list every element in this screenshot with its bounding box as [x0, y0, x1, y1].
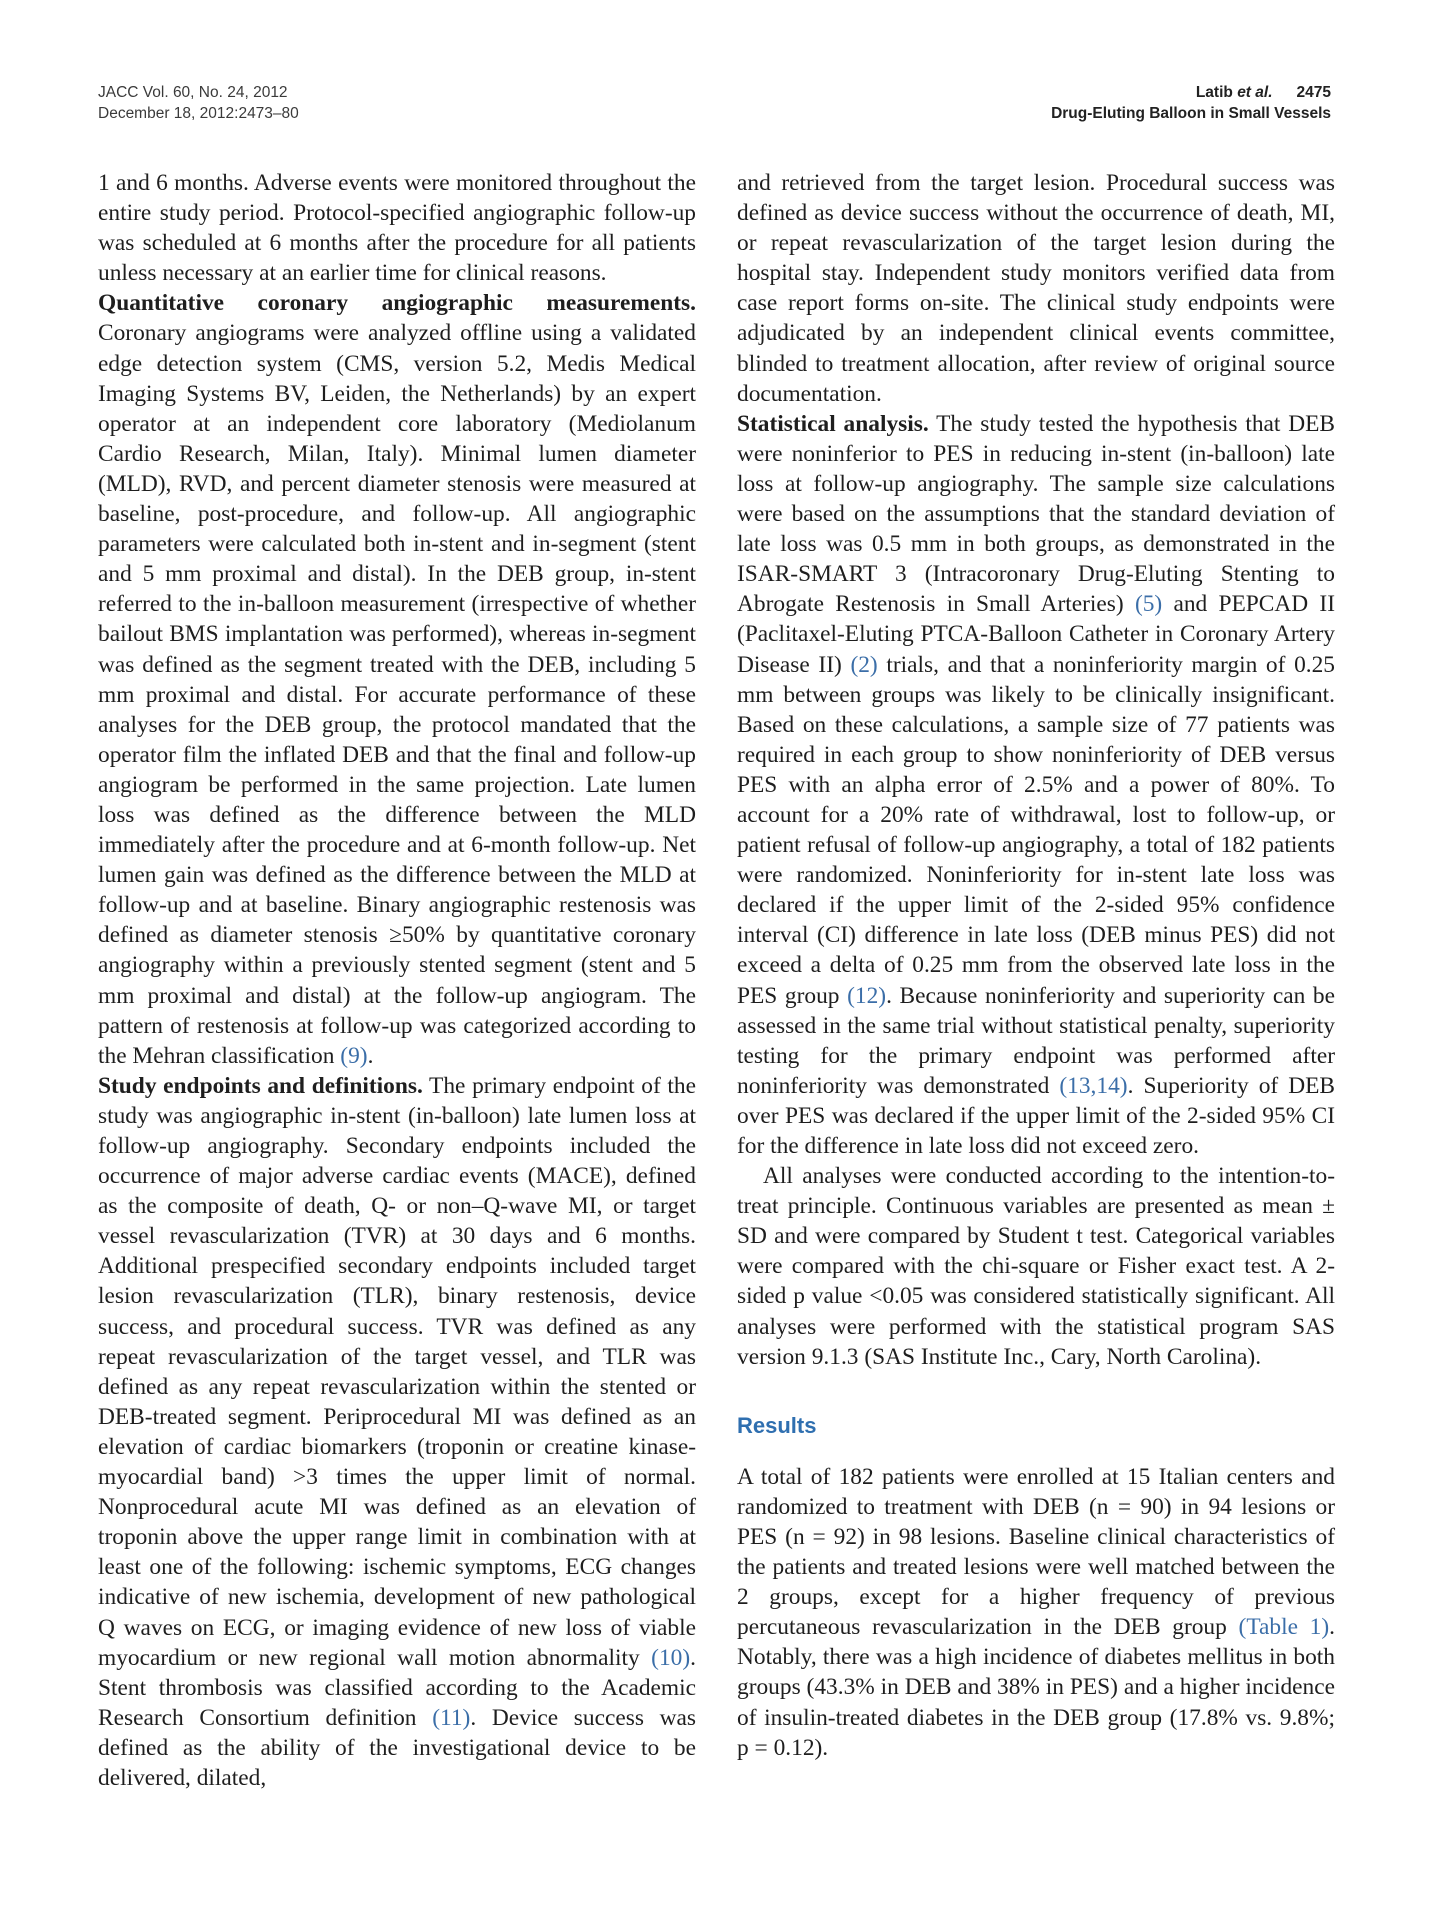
table-link[interactable]: (Table 1)	[1238, 1614, 1330, 1641]
paragraph-analyses: All analyses were conducted according to the intention-to-treat principle. Continuous variables are presented as mean ± SD and were compared by Student t test. Categorical variables were compared with the chi-square or Fisher exact test. A 2-sided p value <0.05 was considered statistically significant. All analyses were performed with the statistical program SAS version 9.1.3 (SAS Institute Inc., Cary, North Carolina).	[737, 1163, 1335, 1370]
citation-link[interactable]: (11)	[432, 1704, 471, 1731]
paragraph-follow-up: 1 and 6 months. Adverse events were monitored throughout the entire study period. Protocol-specified angiographic follow-up was scheduled at 6 months after the procedure for all patients unless necessary at an earlier time for clinical reasons.	[98, 170, 696, 287]
paragraph-endpoints	[98, 1071, 696, 1793]
right-column	[737, 168, 1335, 1763]
subheading-qca: Quantitative coronary angiographic measurements.	[98, 290, 696, 317]
section-heading-results: Results	[737, 1412, 817, 1438]
journal-citation: JACC Vol. 60, No. 24, 2012	[98, 84, 288, 101]
citation-link[interactable]: (12)	[847, 982, 887, 1009]
running-title: Drug-Eluting Balloon in Small Vessels	[1051, 105, 1331, 122]
citation-link[interactable]: (13,14)	[1059, 1072, 1128, 1099]
citation-link[interactable]: (9)	[340, 1042, 368, 1069]
statistics-text: trials, and that a noninferiority margin of 0.25 mm between groups was likely to be clinically insignificant. Based on these calculations, a sample size of 77 patients was required in each group to show noninferiority of DEB versus PES with an alpha error of 2.5% and a power of 80%. To account for a 20% rate of withdrawal, lost to follow-up, or patient refusal of follow-up angiography, a total of 182 patients were randomized. Noninferiority for in-stent late loss was declared if the upper limit of the 2-sided 95% confidence interval (CI) difference in late loss (DEB minus PES) did not exceed a delta of 0.25 mm from the observed late loss in the PES group	[737, 651, 1336, 1009]
et-al: et al.	[1237, 84, 1273, 101]
author-name: Latib	[1195, 84, 1233, 101]
paragraph-statistics	[737, 409, 1335, 1161]
statistics-text: . Superiority of DEB over PES was declared if the upper limit of the 2-sided 95% CI for the difference in late loss did not exceed zero.	[737, 1072, 1335, 1159]
paragraph-results	[737, 1462, 1335, 1763]
qca-text: Coronary angiograms were analyzed offline using a validated edge detection system (CMS, version 5.2, Medis Medical Imaging Systems BV, Leiden, the Netherlands) by an expert operator at an independent core laboratory (Mediolanum Cardio Research, Milan, Italy). Minimal lumen diameter (MLD), RVD, and percent diameter stenosis were measured at baseline, post-procedure, and follow-up. All angiographic parameters were calculated both in-stent and in-segment (stent and 5 mm proximal and distal). In the DEB group, in-stent referred to the in-balloon measurement (irrespective of whether bailout BMS implantation was performed), whereas in-segment was defined as the segment treated with the DEB, including 5 mm proximal and distal. For accurate performance of these analyses for the DEB group, the protocol mandated that the operator film the inflated DEB and that the final and follow-up angiogram be performed in the same projection. Late lumen loss was defined as the difference between the MLD immediately after the procedure and at 6-month follow-up. Net lumen gain was defined as the difference between the MLD at follow-up and at baseline. Binary angiographic restenosis was defined as diameter stenosis ≥50% by quantitative coronary angiography within a previously stented segment (stent and 5 mm proximal and distal) at the follow-up angiogram. The pattern of restenosis at follow-up was categorized according to the Mehran classification	[98, 320, 696, 1069]
subheading-endpoints: Study endpoints and definitions.	[98, 1072, 423, 1099]
qca-end: .	[367, 1042, 374, 1069]
subheading-statistics: Statistical analysis.	[737, 410, 929, 437]
page-number: 2475	[1296, 84, 1331, 101]
results-text: A total of 182 patients were enrolled at 15 Italian centers and randomized to treatment with DEB (n = 90) in 94 lesions or PES (n = 92) in 98 lesions. Baseline clinical characteristics of the patients and treated lesions were well matched between the 2 groups, except for a higher frequency of previous percutaneous revascularization in the DEB group	[737, 1463, 1335, 1641]
statistics-text: and PEPCAD II (Paclitaxel-Eluting PTCA-Balloon Catheter in Coronary Artery Disease II)	[737, 591, 1335, 678]
paragraph-procedural-success: and retrieved from the target lesion. Procedural success was defined as device success without the occurrence of death, MI, or repeat revascularization of the target lesion during the hospital stay. Independent study monitors verified data from case report forms on-site. The clinical study endpoints were adjudicated by an independent clinical events committee, blinded to treatment allocation, after review of original source documentation.	[737, 170, 1335, 407]
running-header-right	[1051, 82, 1331, 124]
left-column	[98, 168, 696, 1793]
results-text: . Notably, there was a high incidence of diabetes mellitus in both groups (43.3% in DEB and 38% in PES) and a higher incidence of insulin-treated diabetes in the DEB group (17.8% vs. 9.8%; p = 0.12).	[737, 1614, 1336, 1761]
issue-date-pages: December 18, 2012:2473–80	[98, 105, 299, 122]
citation-link[interactable]: (5)	[1134, 591, 1163, 618]
endpoints-text: . Device success was defined as the ability of the investigational device to be delivered, dilated,	[98, 1704, 696, 1791]
statistics-text: The study tested the hypothesis that DEB were noninferior to PES in reducing in-stent (in-balloon) late loss at follow-up angiography. The sample size calculations were based on the assumptions that the standard deviation of late loss was 0.5 mm in both groups, as demonstrated in the ISAR-SMART 3 (Intracoronary Drug-Eluting Stenting to Abrogate Restenosis in Small Arteries)	[737, 410, 1335, 618]
citation-link[interactable]: (10)	[651, 1644, 691, 1671]
running-header-left	[98, 82, 299, 124]
paragraph-qca	[98, 288, 696, 1070]
statistics-text: . Because noninferiority and superiority can be assessed in the same trial without statistical penalty, superiority testing for the primary endpoint was performed after noninferiority was demonstrated	[737, 982, 1335, 1099]
endpoints-text: The primary endpoint of the study was angiographic in-stent (in-balloon) late lumen loss at follow-up angiography. Secondary endpoints included the occurrence of major adverse cardiac events (MACE), defined as the composite of death, Q- or non–Q-wave MI, or target vessel revascularization (TVR) at 30 days and 6 months. Additional prespecified secondary endpoints included target lesion revascularization (TLR), binary restenosis, device success, and procedural success. TVR was defined as any repeat revascularization of the target vessel, and TLR was defined as any repeat revascularization within the stented or DEB-treated segment. Periprocedural MI was defined as an elevation of cardiac biomarkers (troponin or creatine kinase-myocardial band) >3 times the upper limit of normal. Nonprocedural acute MI was defined as an elevation of troponin above the upper range limit in combination with at least one of the following: ischemic symptoms, ECG changes indicative of new ischemia, development of new pathological Q waves on ECG, or imaging evidence of new loss of viable myocardium or new regional wall motion abnormality	[98, 1072, 697, 1671]
endpoints-text: . Stent thrombosis was classified according to the Academic Research Consortium definition	[98, 1644, 696, 1731]
citation-link[interactable]: (2)	[850, 651, 878, 678]
author-line	[1196, 82, 1273, 103]
